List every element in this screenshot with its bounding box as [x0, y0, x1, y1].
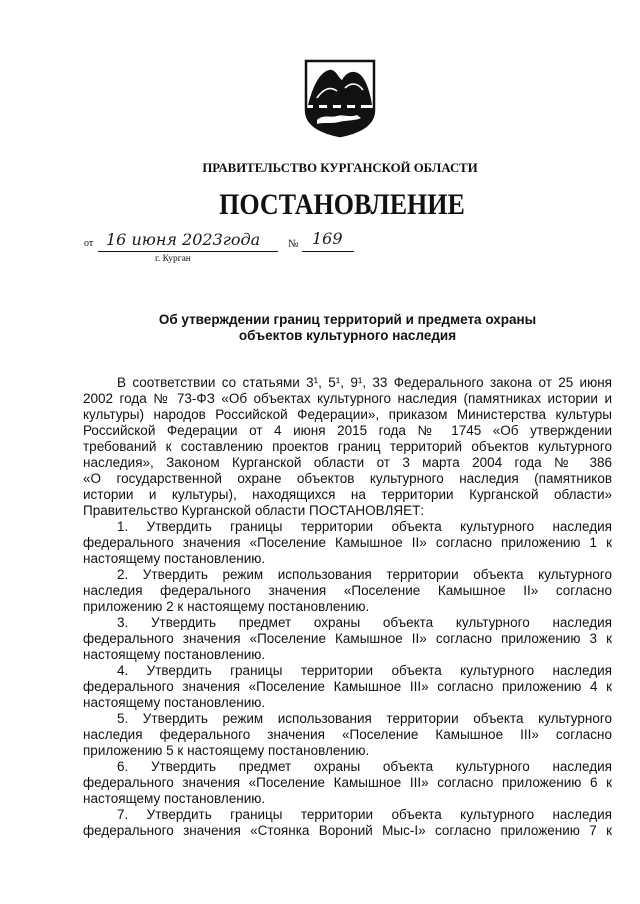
- body-line: В соответствии со статьями 3¹, 5¹, 9¹, 33 Федерального закона от 25 июня: [117, 375, 612, 390]
- body-line: приложению 2 к настоящему постановлению.: [83, 599, 370, 614]
- body-line: Правительство Курганской области ПОСТАНОВЛЯЕТ:: [83, 503, 425, 518]
- body-line: 3. Утвердить предмет охраны объекта культурного наследия: [117, 615, 612, 630]
- body-line: «О государственной охране объектов культурного наследия (памятников: [83, 471, 612, 486]
- paragraph-item-7: [83, 807, 612, 839]
- document-body: [83, 375, 612, 839]
- paragraph-item-5: [83, 711, 612, 759]
- body-line: федерального значения «Поселение Камышное II» согласно приложению 1 к: [83, 535, 612, 550]
- coat-of-arms-emblem: [303, 58, 377, 138]
- body-line: настоящему постановлению.: [83, 791, 266, 806]
- paragraph-item-2: [83, 567, 612, 615]
- body-line: 4. Утвердить границы территории объекта культурного наследия: [117, 663, 612, 678]
- body-line: истории и культуры), находящихся на территории Курганской области»: [83, 487, 612, 502]
- body-line: 6. Утвердить предмет охраны объекта культурного наследия: [117, 759, 612, 774]
- body-line: федерального значения «Стоянка Вороний Мыс-I» согласно приложению 7 к: [83, 823, 612, 838]
- paragraph-item-1: [83, 519, 612, 567]
- body-line: 1. Утвердить границы территории объекта культурного наследия: [117, 519, 612, 534]
- body-line: 7. Утвердить границы территории объекта культурного наследия: [117, 807, 612, 822]
- organization-name: ПРАВИТЕЛЬСТВО КУРГАНСКОЙ ОБЛАСТИ: [202, 161, 478, 175]
- body-line: настоящему постановлению.: [83, 551, 266, 566]
- title-line: Об утверждении границ территорий и предмета охраны: [158, 312, 537, 327]
- document-title: [83, 312, 612, 344]
- handwritten-date: 16 июня 2023года: [106, 230, 261, 249]
- paragraph-item-3: [83, 615, 612, 663]
- body-line: культуры) народов Российской Федерации», приказом Министерства культуры: [83, 407, 612, 422]
- body-line: Российской Федерации от 4 июня 2015 года № 1745 «Об утверждении: [83, 423, 612, 438]
- body-line: приложению 5 к настоящему постановлению.: [83, 743, 370, 758]
- paragraph-item-4: [83, 663, 612, 711]
- body-line: наследия федерального значения «Поселение Камышное II» согласно: [83, 583, 612, 598]
- number-prefix: №: [288, 238, 299, 250]
- body-line: настоящему постановлению.: [83, 695, 266, 710]
- body-line: 2. Утвердить режим использования территории объекта культурного: [117, 567, 612, 582]
- handwritten-number: 169: [312, 229, 343, 248]
- date-prefix: от: [84, 238, 94, 249]
- body-line: федерального значения «Поселение Камышное III» согласно приложению 4 к: [83, 679, 612, 694]
- document-type-heading: ПОСТАНОВЛЕНИЕ: [219, 187, 465, 222]
- body-line: федерального значения «Поселение Камышное II» согласно приложению 3 к: [83, 631, 612, 646]
- body-line: федерального значения «Поселение Камышное III» согласно приложению 6 к: [83, 775, 612, 790]
- body-line: наследия федерального значения «Поселение Камышное III» согласно: [83, 727, 612, 742]
- body-line: наследия», Законом Курганской области от 3 марта 2004 года № 386: [83, 455, 612, 470]
- title-line: объектов культурного наследия: [238, 328, 457, 343]
- date-underline: [98, 251, 278, 252]
- paragraph-preamble: [83, 375, 612, 519]
- body-line: 2002 года № 73-ФЗ «Об объектах культурного наследия (памятниках истории и: [83, 391, 612, 406]
- body-line: настоящему постановлению.: [83, 647, 266, 662]
- number-underline: [302, 251, 354, 252]
- body-line: требований к составлению проектов границ территорий объектов культурного: [83, 439, 612, 454]
- body-line: 5. Утвердить режим использования территории объекта культурного: [117, 711, 612, 726]
- city-name: г. Курган: [155, 254, 191, 264]
- paragraph-item-6: [83, 759, 612, 807]
